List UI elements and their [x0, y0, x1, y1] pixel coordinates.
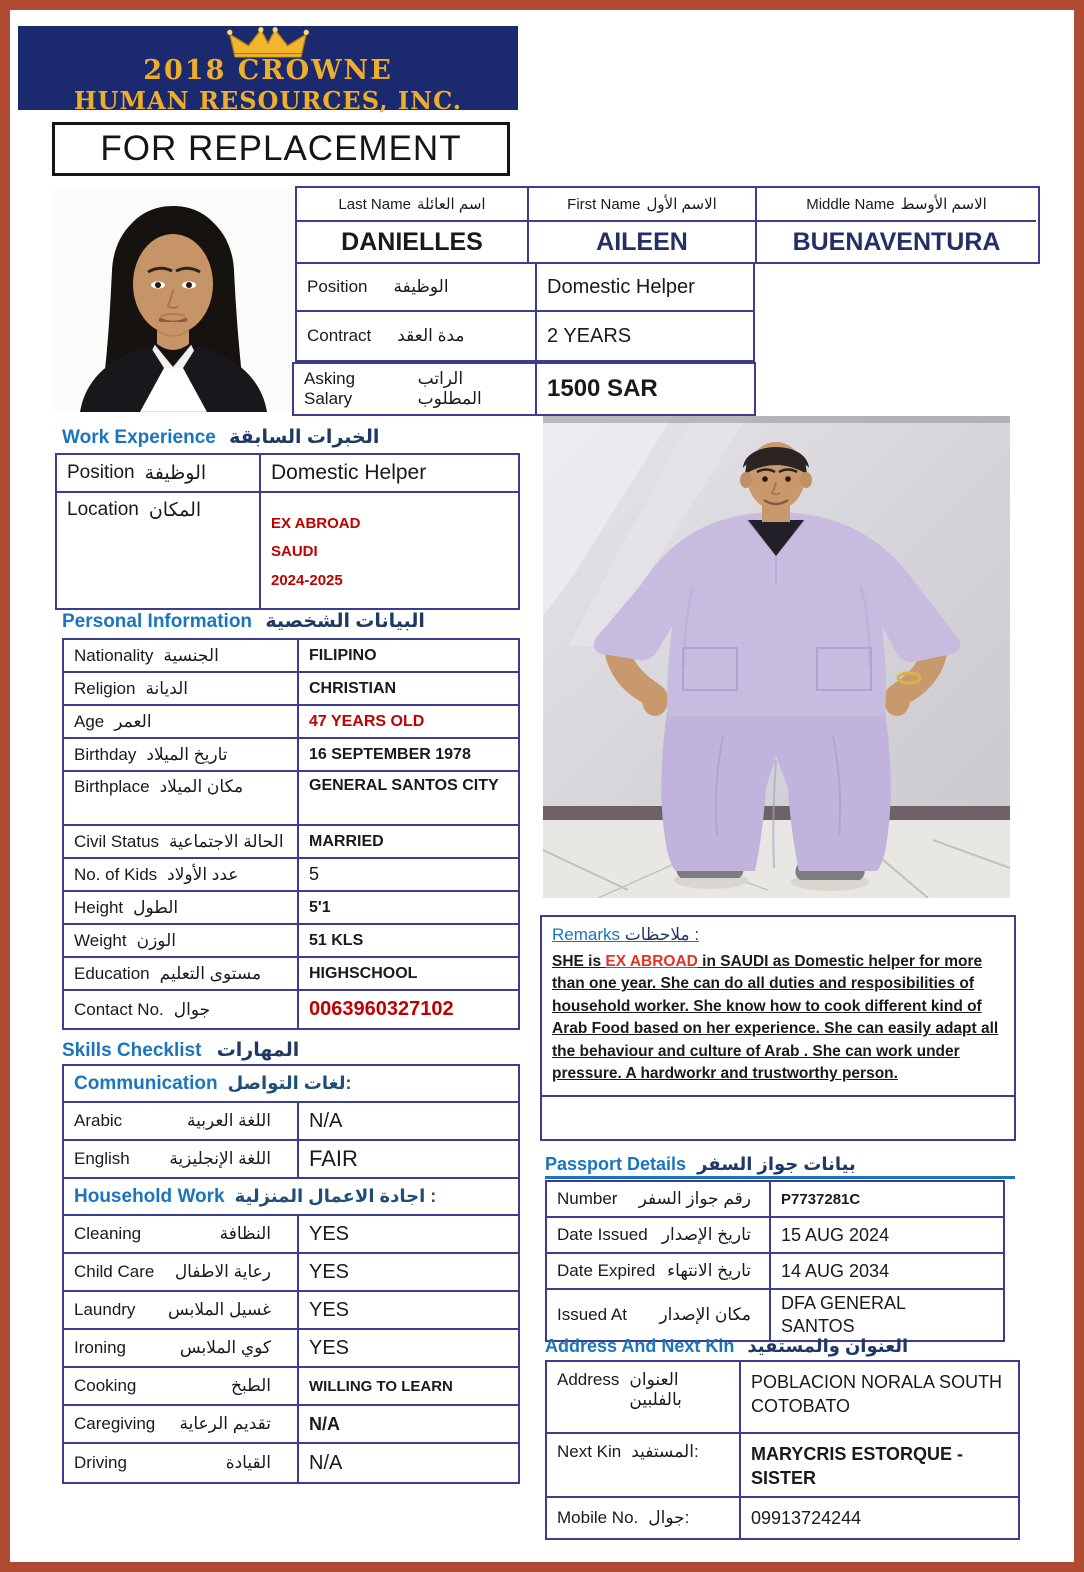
cooking-row: Cooking الطبخ WILLING TO LEARN	[64, 1368, 518, 1406]
banner-title: FOR REPLACEMENT	[100, 129, 462, 168]
driving-value: N/A	[297, 1444, 518, 1482]
field-label: First Name	[567, 195, 641, 213]
last-name-header	[297, 188, 527, 222]
mobile-no-value: 09913724244	[739, 1498, 1018, 1538]
field-label-arabic: الوظيفة	[393, 277, 449, 296]
passport-details-heading: Passport Details بيانات جواز السفر	[545, 1154, 1015, 1179]
field-label: Last Name	[338, 195, 411, 213]
address-value: POBLACION NORALA SOUTH COTOBATO	[739, 1362, 1018, 1432]
address-next-kin-heading: Address And Next Kin العنوان والمستفيد	[545, 1336, 909, 1356]
asking-salary-value: 1500 SAR	[535, 364, 754, 414]
middle-name-value: BUENAVENTURA	[755, 222, 1036, 262]
field-label-arabic: الراتب المطلوب	[417, 369, 482, 408]
date-expired-value: 14 AUG 2034	[769, 1254, 1003, 1288]
field-label-arabic: المكان	[148, 500, 202, 521]
personal-information-table	[62, 638, 520, 1030]
skills-table	[62, 1064, 520, 1484]
contact-no-value: 0063960327102	[297, 991, 518, 1028]
passport-number-value: P7737281C	[769, 1182, 1003, 1216]
location-line: SAUDI	[271, 543, 318, 561]
age-value: 47 YEARS OLD	[297, 706, 518, 737]
salary-table	[292, 362, 756, 416]
laundry-value: YES	[297, 1292, 518, 1328]
arabic-skill-row: Arabic اللغة العربية N/A	[64, 1103, 518, 1141]
arabic-skill-value: N/A	[297, 1103, 518, 1139]
field-label: Location	[67, 499, 139, 520]
nationality-value: FILIPINO	[297, 640, 518, 671]
civil-status-row: Civil Status الحالة الاجتماعية MARRIED	[64, 826, 518, 859]
birthday-row: Birthday تاريخ الميلاد 16 SEPTEMBER 1978	[64, 739, 518, 772]
position-row	[297, 264, 753, 312]
caregiving-value: N/A	[297, 1406, 518, 1442]
wx-position-row	[57, 455, 518, 493]
religion-row: Religion الديانة CHRISTIAN	[64, 673, 518, 706]
no-of-kids-value: 5	[297, 859, 518, 890]
weight-row: Weight الوزن 51 KLS	[64, 925, 518, 958]
wx-position-value: Domestic Helper	[259, 455, 518, 491]
religion-value: CHRISTIAN	[297, 673, 518, 704]
last-name-value: DANIELLES	[341, 227, 483, 256]
date-expired-row: Date Expired تاريخ الانتهاء 14 AUG 2034	[547, 1254, 1003, 1290]
asking-salary-row	[294, 364, 754, 414]
ironing-value: YES	[297, 1330, 518, 1366]
remarks-text: SHE is EX ABROAD in SAUDI as Domestic helper for more than one year. She can do all duties and resposibilities of household worker. She know how to cook different kind of Arab Food based on her experience. She can easily adapt all the behaviour and culture of Arab . She can work under pressure. A hardworkr and trustworthy person.	[552, 953, 999, 1083]
first-name-header	[527, 188, 755, 222]
cooking-value: WILLING TO LEARN	[297, 1368, 518, 1404]
field-label: Position	[67, 462, 135, 483]
birthplace-row: Birthplace مكان الميلاد GENERAL SANTOS CITY	[64, 772, 518, 826]
field-label-arabic: مدة العقد	[397, 326, 465, 345]
field-label-arabic: الاسم الأوسط	[900, 196, 987, 213]
field-label: Contract	[307, 326, 372, 345]
job-table	[295, 262, 755, 362]
applicant-standing-photo	[543, 416, 1010, 898]
applicant-id-photo	[52, 190, 295, 412]
contract-row	[297, 312, 753, 360]
cleaning-row: Cleaning النظافة YES	[64, 1216, 518, 1254]
child-care-value: YES	[297, 1254, 518, 1290]
passport-table	[545, 1180, 1005, 1342]
ironing-row: Ironing كوي الملابس YES	[64, 1330, 518, 1368]
issued-at-row: Issued At مكان الإصدار DFA GENERAL SANTOS	[547, 1290, 1003, 1340]
education-value: HIGHSCHOOL	[297, 958, 518, 989]
work-experience-heading: Work Experience الخبرات السابقة	[62, 427, 380, 448]
nationality-row: Nationality الجنسية FILIPINO	[64, 640, 518, 673]
wx-location-value	[259, 493, 518, 608]
first-name-value: AILEEN	[527, 222, 755, 262]
remarks-empty-box	[540, 1095, 1016, 1141]
remarks-heading: Remarks ملاحظات :	[552, 925, 700, 944]
birthday-value: 16 SEPTEMBER 1978	[297, 739, 518, 770]
next-kin-value: MARYCRIS ESTORQUE - SISTER	[739, 1434, 1018, 1496]
child-care-row: Child Care رعاية الاطفال YES	[64, 1254, 518, 1292]
address-kin-table	[545, 1360, 1020, 1540]
next-kin-row: Next Kin المستفيد: MARYCRIS ESTORQUE - SISTER	[547, 1434, 1018, 1498]
field-label: Middle Name	[806, 195, 895, 213]
field-label-arabic: الاسم الأول	[646, 196, 717, 213]
education-row: Education مستوى التعليم HIGHSCHOOL	[64, 958, 518, 991]
laundry-row: Laundry غسيل الملابس YES	[64, 1292, 518, 1330]
skills-checklist-heading: Skills Checklist المهارات	[62, 1040, 300, 1061]
weight-value: 51 KLS	[297, 925, 518, 956]
remarks-box	[540, 915, 1016, 1098]
communication-header: Communication لغات التواصل:	[64, 1066, 518, 1103]
wx-location-row	[57, 493, 518, 608]
date-issued-value: 15 AUG 2024	[769, 1218, 1003, 1252]
contact-no-row: Contact No. جوال 0063960327102	[64, 991, 518, 1028]
age-row: Age العمر 47 YEARS OLD	[64, 706, 518, 739]
location-line: EX ABROAD	[271, 514, 361, 532]
mobile-no-row: Mobile No. جوال: 09913724244	[547, 1498, 1018, 1538]
address-row: Address العنوان بالفلبين POBLACION NORALA SOUTH COTOBATO	[547, 1362, 1018, 1434]
field-label: Asking Salary	[304, 369, 356, 408]
height-row: Height الطول 5'1	[64, 892, 518, 925]
position-value: Domestic Helper	[535, 264, 753, 310]
logo-line2: HUMAN RESOURCES, INC.	[73, 86, 463, 115]
field-label-arabic: اسم العائلة	[416, 196, 486, 213]
field-label-arabic: الوظيفة	[144, 462, 207, 484]
passport-number-row: Number رقم جواز السفر P7737281C	[547, 1182, 1003, 1218]
household-work-header: Household Work اجادة الاعمال المنزلية :	[64, 1179, 518, 1216]
issued-at-value: DFA GENERAL SANTOS	[769, 1290, 939, 1340]
for-replacement-banner	[52, 122, 510, 176]
field-label: Position	[307, 277, 368, 296]
work-experience-table	[55, 453, 520, 610]
contract-value: 2 YEARS	[535, 312, 753, 360]
personal-information-heading: Personal Information البيانات الشخصية	[62, 611, 425, 632]
agency-logo	[18, 26, 518, 115]
middle-name-header	[755, 188, 1036, 222]
english-skill-row: English اللغة الإنجليزية FAIR	[64, 1141, 518, 1179]
birthplace-value: GENERAL SANTOS CITY	[297, 772, 518, 824]
height-value: 5'1	[297, 892, 518, 923]
caregiving-row: Caregiving تقديم الرعاية N/A	[64, 1406, 518, 1444]
location-line: 2024-2025	[271, 571, 343, 589]
cleaning-value: YES	[297, 1216, 518, 1252]
civil-status-value: MARRIED	[297, 826, 518, 857]
logo-line1: 2018 CROWNE	[143, 55, 393, 86]
no-of-kids-row: No. of Kids عدد الأولاد 5	[64, 859, 518, 892]
english-skill-value: FAIR	[297, 1141, 518, 1177]
driving-row: Driving القيادة N/A	[64, 1444, 518, 1482]
name-table	[295, 186, 1040, 264]
date-issued-row: Date Issued تاريخ الإصدار 15 AUG 2024	[547, 1218, 1003, 1254]
